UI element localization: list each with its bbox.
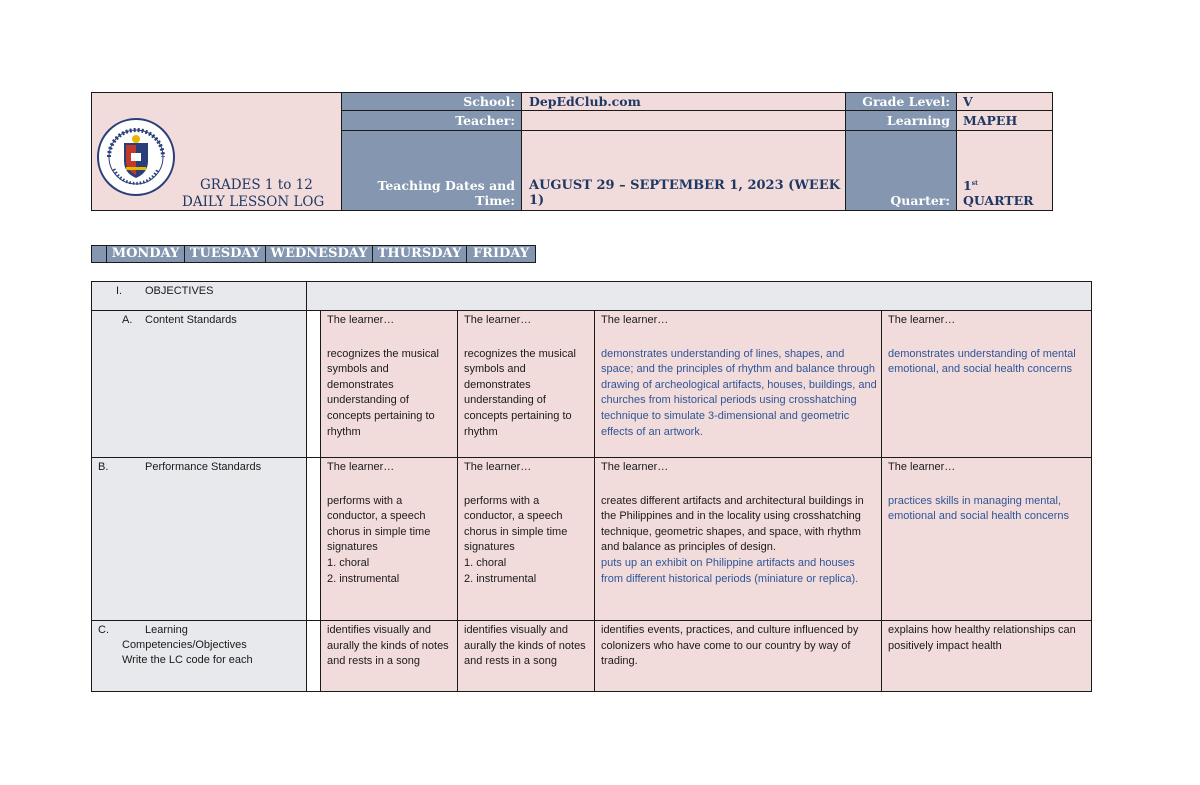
dll-header [91, 92, 1053, 211]
competencies-spacer [306, 620, 321, 692]
quarter-word: QUARTER [963, 193, 1034, 208]
competencies-wednesday-text: identifies events, practices, and culture influenced by colonizers who have come to our country by way of trading. [601, 624, 859, 668]
competencies-tuesday-cell[interactable] [457, 620, 595, 692]
day-tuesday[interactable]: TUESDAY [184, 245, 266, 263]
competencies-thursday-cell[interactable] [881, 620, 1092, 692]
teacher-label: Teacher: [455, 113, 515, 128]
performance-wednesday-text: creates different artifacts and architectural buildings in the Philippines and in the locality using crosshatching technique, geometric shapes, and space, with rhythm and balance as principles of design. [601, 494, 864, 554]
dll-title-log: DAILY LESSON LOG [182, 194, 325, 210]
competencies-label-line3: Write the LC code for each [122, 654, 253, 666]
learner-lead: The learner… [464, 461, 532, 473]
list-item: 2. instrumental [327, 572, 400, 585]
content-standards-label: Content Standards [145, 314, 237, 326]
deped-seal-icon [96, 117, 176, 197]
performance-monday-text: performs with a conductor, a speech chorus in simple time signatures [327, 494, 431, 554]
performance-thursday-cell[interactable] [881, 457, 1092, 621]
competencies-thursday-text: explains how healthy relationships can positively impact health [888, 624, 1076, 652]
list-item: 1. choral [464, 556, 507, 569]
content-standards-spacer [306, 310, 321, 458]
competencies-label-line1: Learning [145, 624, 188, 636]
learner-lead: The learner… [601, 314, 669, 326]
content-wednesday-cell[interactable] [594, 310, 882, 458]
grade-label: Grade Level: [862, 94, 950, 109]
learner-lead: The learner… [888, 314, 956, 326]
area-value-cell[interactable] [956, 110, 1053, 131]
grade-value: V [963, 94, 973, 109]
learner-lead: The learner… [888, 461, 956, 473]
dll-title-grades: GRADES 1 to 12 [200, 177, 313, 193]
grade-label-cell [845, 92, 957, 111]
objectives-heading: OBJECTIVES [145, 285, 214, 297]
quarter-label: Quarter: [890, 193, 950, 208]
performance-tuesday-text: performs with a conductor, a speech chorus in simple time signatures [464, 494, 568, 554]
list-item: 2. instrumental [464, 572, 537, 585]
weekday-spacer [91, 245, 107, 263]
content-standards-number: A. [122, 314, 133, 326]
performance-monday-cell[interactable] [320, 457, 458, 621]
day-wednesday[interactable]: WEDNESDAY [265, 245, 373, 263]
objectives-number: I. [116, 285, 123, 297]
weekday-bar [91, 245, 536, 263]
objectives-table [91, 281, 1092, 692]
performance-wednesday-text-2: puts up an exhibit on Philippine artifacts and houses from different historical periods (miniature or replica). [601, 556, 859, 585]
quarter-suffix: st [971, 179, 978, 187]
school-value-cell[interactable] [521, 92, 846, 111]
performance-standards-spacer [306, 457, 321, 621]
content-standards-label-cell [91, 310, 307, 458]
area-value: MAPEH [963, 113, 1018, 128]
competencies-monday-cell[interactable] [320, 620, 458, 692]
content-thursday-cell[interactable] [881, 310, 1092, 458]
objectives-heading-cell [91, 281, 307, 311]
teacher-label-cell [341, 110, 522, 131]
day-monday[interactable]: MONDAY [106, 245, 185, 263]
competencies-tuesday-text: identifies visually and aurally the kinds of notes and rests in a song [464, 624, 586, 668]
content-tuesday-text: recognizes the musical symbols and demonstrates understanding of concepts pertaining to rhythm [464, 347, 576, 438]
school-value: DepEdClub.com [529, 94, 641, 109]
dates-label-cell [341, 130, 522, 211]
area-label: Learning [886, 113, 950, 128]
performance-standards-number: B. [98, 461, 109, 473]
competencies-wednesday-cell[interactable] [594, 620, 882, 692]
content-monday-text: recognizes the musical symbols and demonstrates understanding of concepts pertaining to rhythm [327, 347, 439, 438]
performance-wednesday-cell[interactable] [594, 457, 882, 621]
content-wednesday-text: demonstrates understanding of lines, shapes, and space; and the principles of rhythm and balance through drawing of archeological artifacts, houses, buildings, and churches from historical periods using crosshatching technique to simulate 3-dimensional and geometric effects of an artwork. [601, 347, 877, 438]
content-monday-cell[interactable] [320, 310, 458, 458]
dates-value-cell[interactable] [521, 130, 846, 211]
learner-lead: The learner… [327, 314, 395, 326]
quarter-number: 1 [963, 178, 972, 193]
day-thursday[interactable]: THURSDAY [372, 245, 467, 263]
competencies-label-line2: Competencies/Objectives [122, 639, 247, 651]
learner-lead: The learner… [601, 461, 669, 473]
competencies-label-cell [91, 620, 307, 692]
learner-lead: The learner… [327, 461, 395, 473]
content-tuesday-cell[interactable] [457, 310, 595, 458]
quarter-value-cell[interactable] [956, 130, 1053, 211]
quarter-label-cell [845, 130, 957, 211]
dates-label: Teaching Dates and Time: [377, 178, 515, 208]
learner-lead: The learner… [464, 314, 532, 326]
competencies-number: C. [98, 624, 109, 636]
day-friday[interactable]: FRIDAY [466, 245, 536, 263]
dates-value: AUGUST 29 – SEPTEMBER 1, 2023 (WEEK 1) [529, 178, 841, 208]
performance-standards-label-cell [91, 457, 307, 621]
quarter-value [963, 178, 1052, 208]
school-label-cell [341, 92, 522, 111]
teacher-value-cell[interactable] [521, 110, 846, 131]
area-label-cell [845, 110, 957, 131]
performance-tuesday-cell[interactable] [457, 457, 595, 621]
competencies-monday-text: identifies visually and aurally the kinds of notes and rests in a song [327, 624, 449, 668]
grade-value-cell[interactable] [956, 92, 1053, 111]
content-thursday-text: demonstrates understanding of mental emotional, and social health concerns [888, 347, 1076, 376]
objectives-heading-span [306, 281, 1092, 311]
performance-standards-label: Performance Standards [145, 461, 262, 473]
list-item: 1. choral [327, 556, 370, 569]
performance-thursday-text: practices skills in managing mental, emotional and social health concerns [888, 494, 1070, 523]
school-label: School: [463, 94, 515, 109]
logo-title-cell [91, 92, 342, 211]
